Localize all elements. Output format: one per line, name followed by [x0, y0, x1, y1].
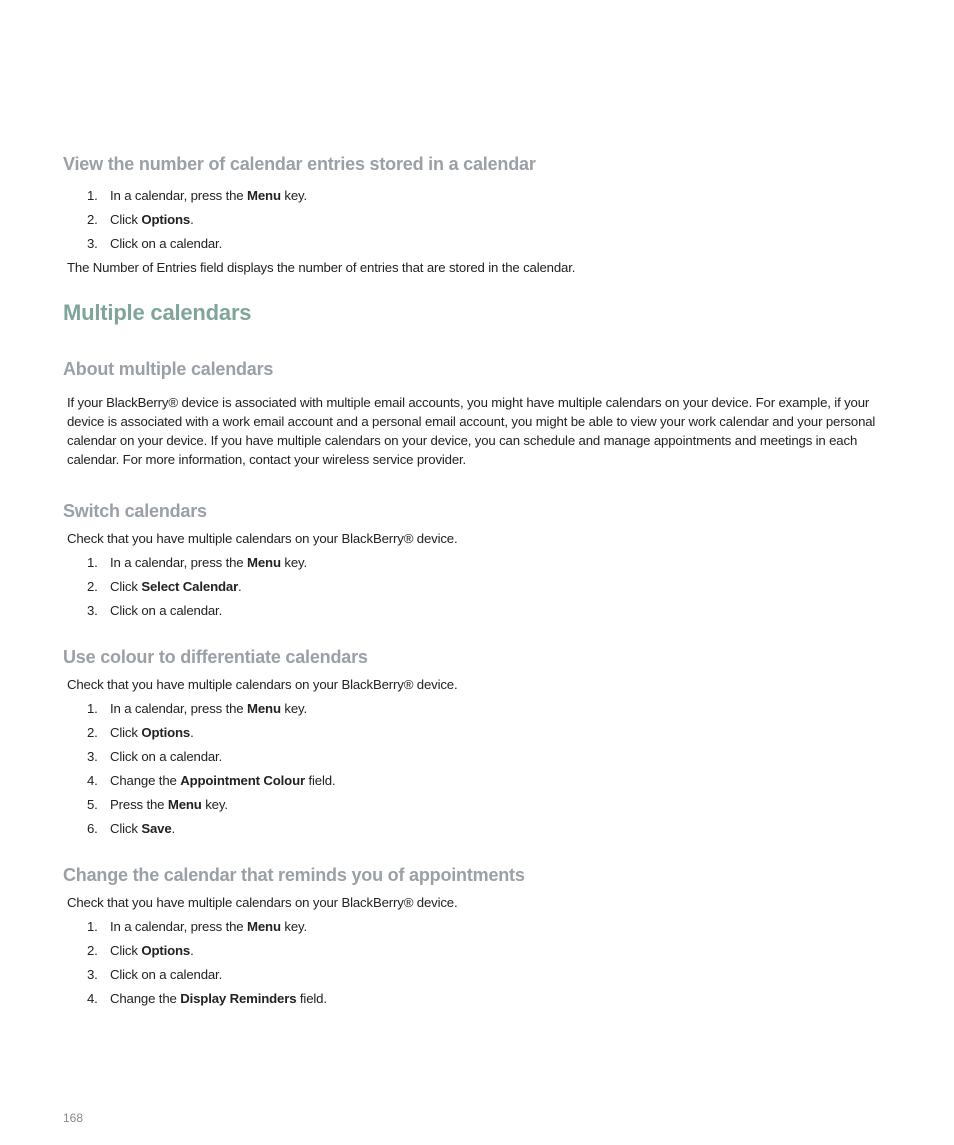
step-text: In a calendar, press the Menu key.	[110, 188, 307, 203]
step-number: 3.	[87, 967, 98, 982]
step-number: 2.	[87, 579, 98, 594]
heading-multiple-calendars: Multiple calendars	[63, 300, 252, 325]
step-text: Change the Display Reminders field.	[110, 991, 327, 1006]
result-view-entries: The Number of Entries field displays the number of entries that are stored in the calendar.	[67, 260, 576, 275]
step-number: 1.	[87, 701, 98, 716]
step-text: Click on a calendar.	[110, 603, 223, 618]
step-text: Click on a calendar.	[110, 236, 223, 251]
step-text: In a calendar, press the Menu key.	[110, 701, 307, 716]
prereq-use-colour: Check that you have multiple calendars on your BlackBerry® device.	[67, 677, 458, 692]
prereq-change-reminder-calendar: Check that you have multiple calendars on your BlackBerry® device.	[67, 895, 458, 910]
step-text: Change the Appointment Colour field.	[110, 773, 336, 788]
step-number: 1.	[87, 555, 98, 570]
heading-about-multiple-calendars: About multiple calendars	[63, 359, 274, 379]
step-number: 2.	[87, 725, 98, 740]
step-number: 4.	[87, 773, 98, 788]
heading-use-colour: Use colour to differentiate calendars	[63, 647, 368, 667]
step-text: Click Save.	[110, 821, 176, 836]
step-number: 2.	[87, 943, 98, 958]
step-number: 2.	[87, 212, 98, 227]
step-text: Press the Menu key.	[110, 797, 228, 812]
step-text: Click on a calendar.	[110, 967, 223, 982]
step-number: 5.	[87, 797, 98, 812]
body-about-multiple-calendars: If your BlackBerry® device is associated with multiple email accounts, you might have multiple calendars on your device. For example, if your device is associated with a work email account and a personal email account, you might be able to view your work calendar and your personal calendar on your device. If you have multiple calendars on your device, you can schedule and manage appointments and meetings in each calendar. For more information, contact your wireless service provider.	[67, 395, 876, 467]
step-text: In a calendar, press the Menu key.	[110, 919, 307, 934]
step-text: In a calendar, press the Menu key.	[110, 555, 307, 570]
heading-change-reminder-calendar: Change the calendar that reminds you of appointments	[63, 865, 525, 885]
heading-view-entries: View the number of calendar entries stored in a calendar	[63, 154, 536, 174]
step-number: 1.	[87, 188, 98, 203]
page-number: 168	[63, 1111, 84, 1125]
step-text: Click Options.	[110, 725, 194, 740]
step-text: Click on a calendar.	[110, 749, 223, 764]
step-number: 6.	[87, 821, 98, 836]
step-number: 3.	[87, 749, 98, 764]
heading-switch-calendars: Switch calendars	[63, 501, 207, 521]
step-number: 3.	[87, 603, 98, 618]
step-text: Click Select Calendar.	[110, 579, 242, 594]
step-text: Click Options.	[110, 943, 194, 958]
step-number: 1.	[87, 919, 98, 934]
step-number: 3.	[87, 236, 98, 251]
step-text: Click Options.	[110, 212, 194, 227]
step-number: 4.	[87, 991, 98, 1006]
prereq-switch-calendars: Check that you have multiple calendars on your BlackBerry® device.	[67, 531, 458, 546]
